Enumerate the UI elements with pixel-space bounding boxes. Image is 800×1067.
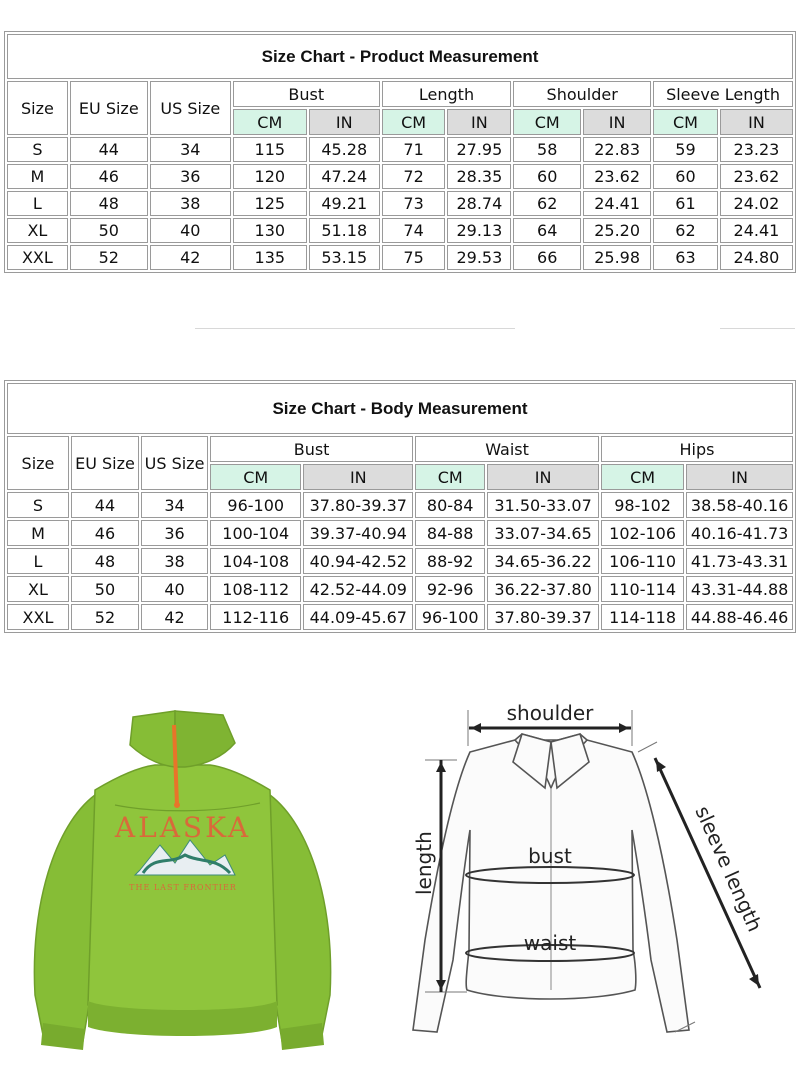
- cell: 61: [653, 191, 718, 216]
- unit-cm: CM: [601, 464, 684, 490]
- sleeve-length-label: sleeve length: [690, 802, 768, 936]
- unit-in: IN: [447, 109, 511, 135]
- header-eu-size: EU Size: [71, 436, 139, 490]
- header-shoulder: Shoulder: [513, 81, 651, 107]
- cell: 38.58-40.16: [686, 492, 793, 518]
- cell: 59: [653, 137, 718, 162]
- cell: 45.28: [309, 137, 380, 162]
- cell: 88-92: [415, 548, 485, 574]
- table-title: Size Chart - Product Measurement: [7, 34, 793, 79]
- cell: 23.23: [720, 137, 793, 162]
- cell: 51.18: [309, 218, 380, 243]
- cell: 74: [382, 218, 446, 243]
- unit-cm: CM: [210, 464, 301, 490]
- cell: 25.20: [583, 218, 651, 243]
- header-bust: Bust: [210, 436, 413, 462]
- header-us-size: US Size: [141, 436, 208, 490]
- header-us-size: US Size: [150, 81, 231, 135]
- cell: 84-88: [415, 520, 485, 546]
- table-row: [7, 520, 793, 546]
- unit-in: IN: [309, 109, 380, 135]
- cell: 36.22-37.80: [487, 576, 599, 602]
- divider: [195, 328, 515, 329]
- cell: 42: [141, 604, 208, 630]
- cell: 80-84: [415, 492, 485, 518]
- cell: 44.09-45.67: [303, 604, 413, 630]
- bust-label: bust: [528, 844, 572, 868]
- cell: 37.80-39.37: [487, 604, 599, 630]
- header-waist: Waist: [415, 436, 599, 462]
- cell: 62: [653, 218, 718, 243]
- header-size: Size: [7, 81, 68, 135]
- cell: 24.80: [720, 245, 793, 270]
- cell: 31.50-33.07: [487, 492, 599, 518]
- cell: 41.73-43.31: [686, 548, 793, 574]
- cell: 53.15: [309, 245, 380, 270]
- cell: 29.13: [447, 218, 511, 243]
- cell: S: [7, 492, 69, 518]
- cell: 24.41: [720, 218, 793, 243]
- cell: 114-118: [601, 604, 684, 630]
- cell: 72: [382, 164, 446, 189]
- table-row: [7, 191, 793, 216]
- cell: 46: [70, 164, 148, 189]
- cell: 60: [513, 164, 581, 189]
- cell: 49.21: [309, 191, 380, 216]
- cell: 100-104: [210, 520, 301, 546]
- cell: S: [7, 137, 68, 162]
- table-row: [7, 137, 793, 162]
- product-measurement-table: [4, 31, 796, 273]
- cell: 75: [382, 245, 446, 270]
- cell: 36: [141, 520, 208, 546]
- cell: 44: [71, 492, 139, 518]
- cell: 112-116: [210, 604, 301, 630]
- cell: 28.35: [447, 164, 511, 189]
- cell: 42: [150, 245, 231, 270]
- cell: 22.83: [583, 137, 651, 162]
- waist-label: waist: [523, 931, 577, 955]
- cell: L: [7, 191, 68, 216]
- header-eu-size: EU Size: [70, 81, 148, 135]
- table-row: [7, 492, 793, 518]
- cell: 29.53: [447, 245, 511, 270]
- cell: XL: [7, 218, 68, 243]
- cell: 58: [513, 137, 581, 162]
- cell: 96-100: [415, 604, 485, 630]
- cell: 60: [653, 164, 718, 189]
- cell: 25.98: [583, 245, 651, 270]
- cell: XL: [7, 576, 69, 602]
- unit-in: IN: [583, 109, 651, 135]
- cell: 71: [382, 137, 446, 162]
- cell: 40.94-42.52: [303, 548, 413, 574]
- cell: 46: [71, 520, 139, 546]
- cell: 130: [233, 218, 307, 243]
- unit-cm: CM: [415, 464, 485, 490]
- cell: 50: [71, 576, 139, 602]
- cell: 23.62: [720, 164, 793, 189]
- table-row: [7, 245, 793, 270]
- table-row: [7, 548, 793, 574]
- cell: 40: [141, 576, 208, 602]
- table-row: [7, 604, 793, 630]
- cell: 125: [233, 191, 307, 216]
- cell: 50: [70, 218, 148, 243]
- cell: 44: [70, 137, 148, 162]
- cell: 120: [233, 164, 307, 189]
- cell: M: [7, 520, 69, 546]
- cell: 48: [71, 548, 139, 574]
- cell: 38: [141, 548, 208, 574]
- measurement-diagram: [395, 690, 795, 1060]
- cell: 24.41: [583, 191, 651, 216]
- cell: 34.65-36.22: [487, 548, 599, 574]
- cell: 42.52-44.09: [303, 576, 413, 602]
- table-row: [7, 576, 793, 602]
- cell: 34: [141, 492, 208, 518]
- cell: 104-108: [210, 548, 301, 574]
- cell: 24.02: [720, 191, 793, 216]
- length-label: length: [412, 831, 436, 895]
- cell: 62: [513, 191, 581, 216]
- unit-in: IN: [686, 464, 793, 490]
- cell: 64: [513, 218, 581, 243]
- body-measurement-table: [4, 380, 796, 633]
- cell: 98-102: [601, 492, 684, 518]
- cell: 33.07-34.65: [487, 520, 599, 546]
- divider: [720, 328, 795, 329]
- cell: 108-112: [210, 576, 301, 602]
- header-length: Length: [382, 81, 512, 107]
- cell: 27.95: [447, 137, 511, 162]
- print-sub-text: THE LAST FRONTIER: [129, 883, 237, 892]
- unit-cm: CM: [382, 109, 446, 135]
- table-row: [7, 218, 793, 243]
- header-size: Size: [7, 436, 69, 490]
- cell: XXL: [7, 245, 68, 270]
- cell: 47.24: [309, 164, 380, 189]
- shoulder-label: shoulder: [506, 701, 594, 725]
- unit-cm: CM: [513, 109, 581, 135]
- cell: 106-110: [601, 548, 684, 574]
- header-sleeve-length: Sleeve Length: [653, 81, 793, 107]
- cell: 102-106: [601, 520, 684, 546]
- cell: 39.37-40.94: [303, 520, 413, 546]
- unit-cm: CM: [233, 109, 307, 135]
- cell: L: [7, 548, 69, 574]
- cell: 48: [70, 191, 148, 216]
- header-hips: Hips: [601, 436, 793, 462]
- cell: 44.88-46.46: [686, 604, 793, 630]
- cell: 66: [513, 245, 581, 270]
- cell: 37.80-39.37: [303, 492, 413, 518]
- cell: XXL: [7, 604, 69, 630]
- cell: 110-114: [601, 576, 684, 602]
- table-title: Size Chart - Body Measurement: [7, 383, 793, 434]
- cell: 63: [653, 245, 718, 270]
- cell: 36: [150, 164, 231, 189]
- cell: 92-96: [415, 576, 485, 602]
- table-row: [7, 164, 793, 189]
- cell: 52: [71, 604, 139, 630]
- cell: 28.74: [447, 191, 511, 216]
- cell: 115: [233, 137, 307, 162]
- cell: 38: [150, 191, 231, 216]
- unit-in: IN: [487, 464, 599, 490]
- cell: 135: [233, 245, 307, 270]
- cell: 52: [70, 245, 148, 270]
- print-main-text: ALASKA: [114, 811, 252, 844]
- cell: M: [7, 164, 68, 189]
- cell: 43.31-44.88: [686, 576, 793, 602]
- unit-in: IN: [720, 109, 793, 135]
- cell: 96-100: [210, 492, 301, 518]
- unit-in: IN: [303, 464, 413, 490]
- header-bust: Bust: [233, 81, 380, 107]
- cell: 34: [150, 137, 231, 162]
- cell: 73: [382, 191, 446, 216]
- unit-cm: CM: [653, 109, 718, 135]
- cell: 40: [150, 218, 231, 243]
- cell: 40.16-41.73: [686, 520, 793, 546]
- sweatshirt-image: [25, 705, 340, 1055]
- cell: 23.62: [583, 164, 651, 189]
